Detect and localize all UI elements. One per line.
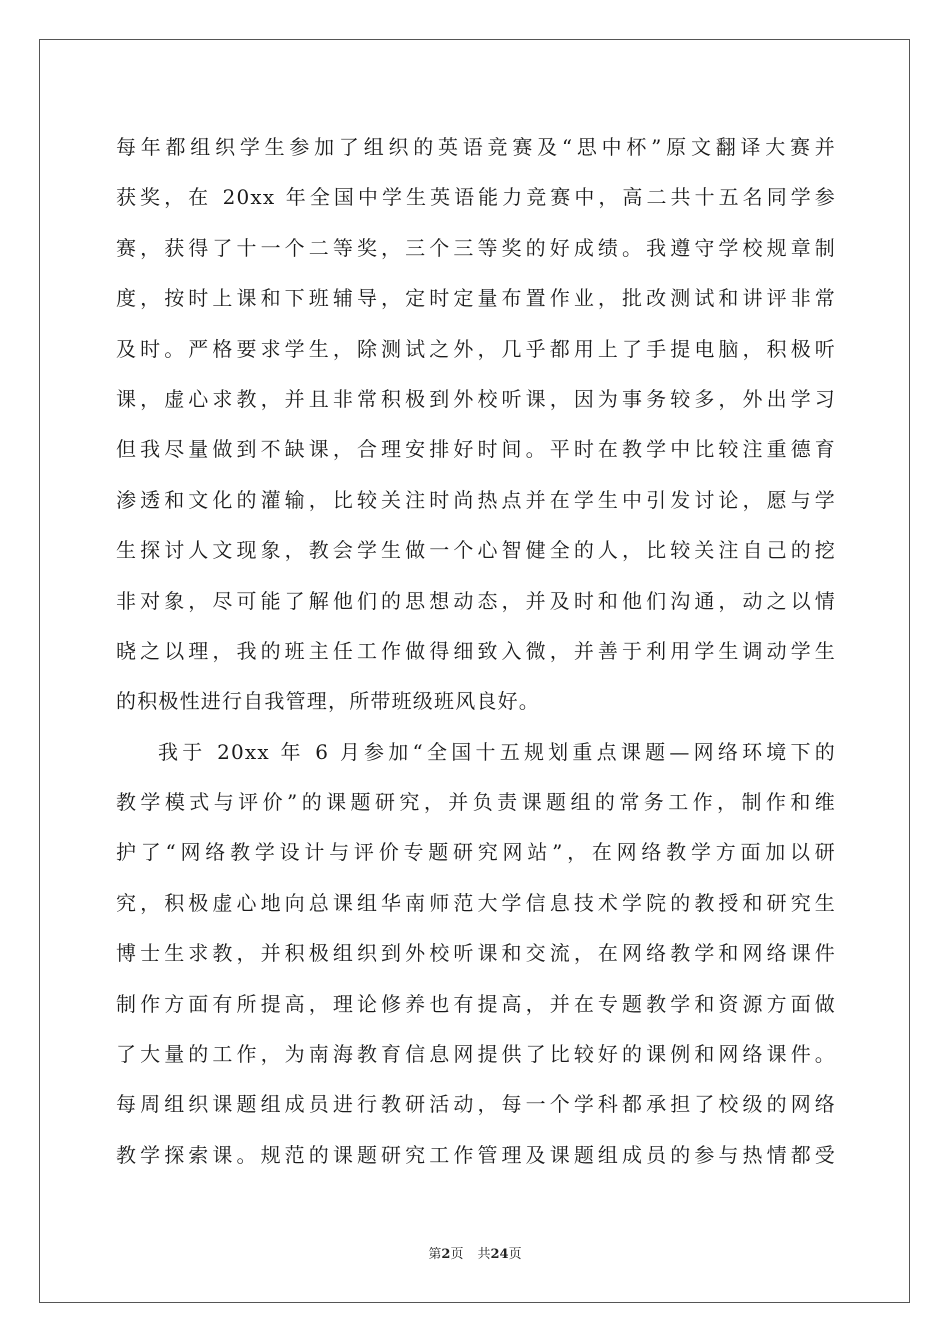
- text-line: 但我尽量做到不缺课，合理安排好时间。平时在教学中比较注重德育: [116, 437, 836, 462]
- text-line: 我于 20xx 年 6 月参加“全国十五规划重点课题—网络环境下的: [158, 739, 836, 764]
- text-line: 每周组织课题组成员进行教研活动，每一个学科都承担了校级的网络: [116, 1092, 836, 1117]
- paragraph-2: [116, 727, 836, 1181]
- text-line: 生探讨人文现象，教会学生做一个心智健全的人，比较关注自己的挖: [116, 538, 836, 563]
- page-prefix: 第: [428, 1247, 442, 1262]
- page-suffix: 页: [450, 1247, 464, 1262]
- text-line: 究，积极虚心地向总课组华南师范大学信息技术学院的教授和研究生: [116, 890, 836, 915]
- text-line: 度，按时上课和下班辅导，定时定量布置作业，批改测试和讲评非常: [116, 286, 836, 311]
- text-line: 护了“网络教学设计与评价专题研究网站”，在网络教学方面加以研: [116, 840, 836, 865]
- text-line: 赛，获得了十一个二等奖，三个三等奖的好成绩。我遵守学校规章制: [116, 235, 836, 260]
- paragraph-1: [116, 122, 836, 727]
- text-line: 教学探索课。规范的课题研究工作管理及课题组成员的参与热情都受: [116, 1142, 836, 1167]
- total-pages: 24: [490, 1247, 509, 1262]
- text-line: 渗透和文化的灌输，比较关注时尚热点并在学生中引发讨论，愿与学: [116, 487, 836, 512]
- text-line: 课，虚心求教，并且非常积极到外校听课，因为事务较多，外出学习: [116, 386, 836, 411]
- page-number: 2: [441, 1247, 451, 1262]
- text-line: 了大量的工作，为南海教育信息网提供了比较好的课例和网络课件。: [116, 1042, 836, 1067]
- text-line: 晓之以理，我的班主任工作做得细致入微，并善于利用学生调动学生: [116, 638, 836, 663]
- text-line: 获奖，在 20xx 年全国中学生英语能力竞赛中，高二共十五名同学参: [116, 185, 836, 210]
- text-line: 制作方面有所提高，理论修养也有提高，并在专题教学和资源方面做: [116, 991, 836, 1016]
- text-line: 每年都组织学生参加了组织的英语竞赛及“思中杯”原文翻译大赛并: [116, 135, 836, 159]
- total-prefix: 共: [477, 1247, 491, 1262]
- page-footer: [0, 1245, 950, 1265]
- text-line: 的积极性进行自我管理，所带班级班风良好。: [116, 689, 540, 714]
- text-line: 非对象，尽可能了解他们的思想动态，并及时和他们沟通，动之以情: [116, 588, 836, 613]
- text-line: 及时。严格要求学生，除测试之外，几乎都用上了手提电脑，积极听: [116, 336, 836, 361]
- text-line: 教学模式与评价”的课题研究，并负责课题组的常务工作，制作和维: [116, 790, 836, 815]
- document-body: [116, 122, 836, 1180]
- text-line: 博士生求教，并积极组织到外校听课和交流，在网络教学和网络课件: [116, 941, 836, 966]
- total-suffix: 页: [508, 1247, 522, 1262]
